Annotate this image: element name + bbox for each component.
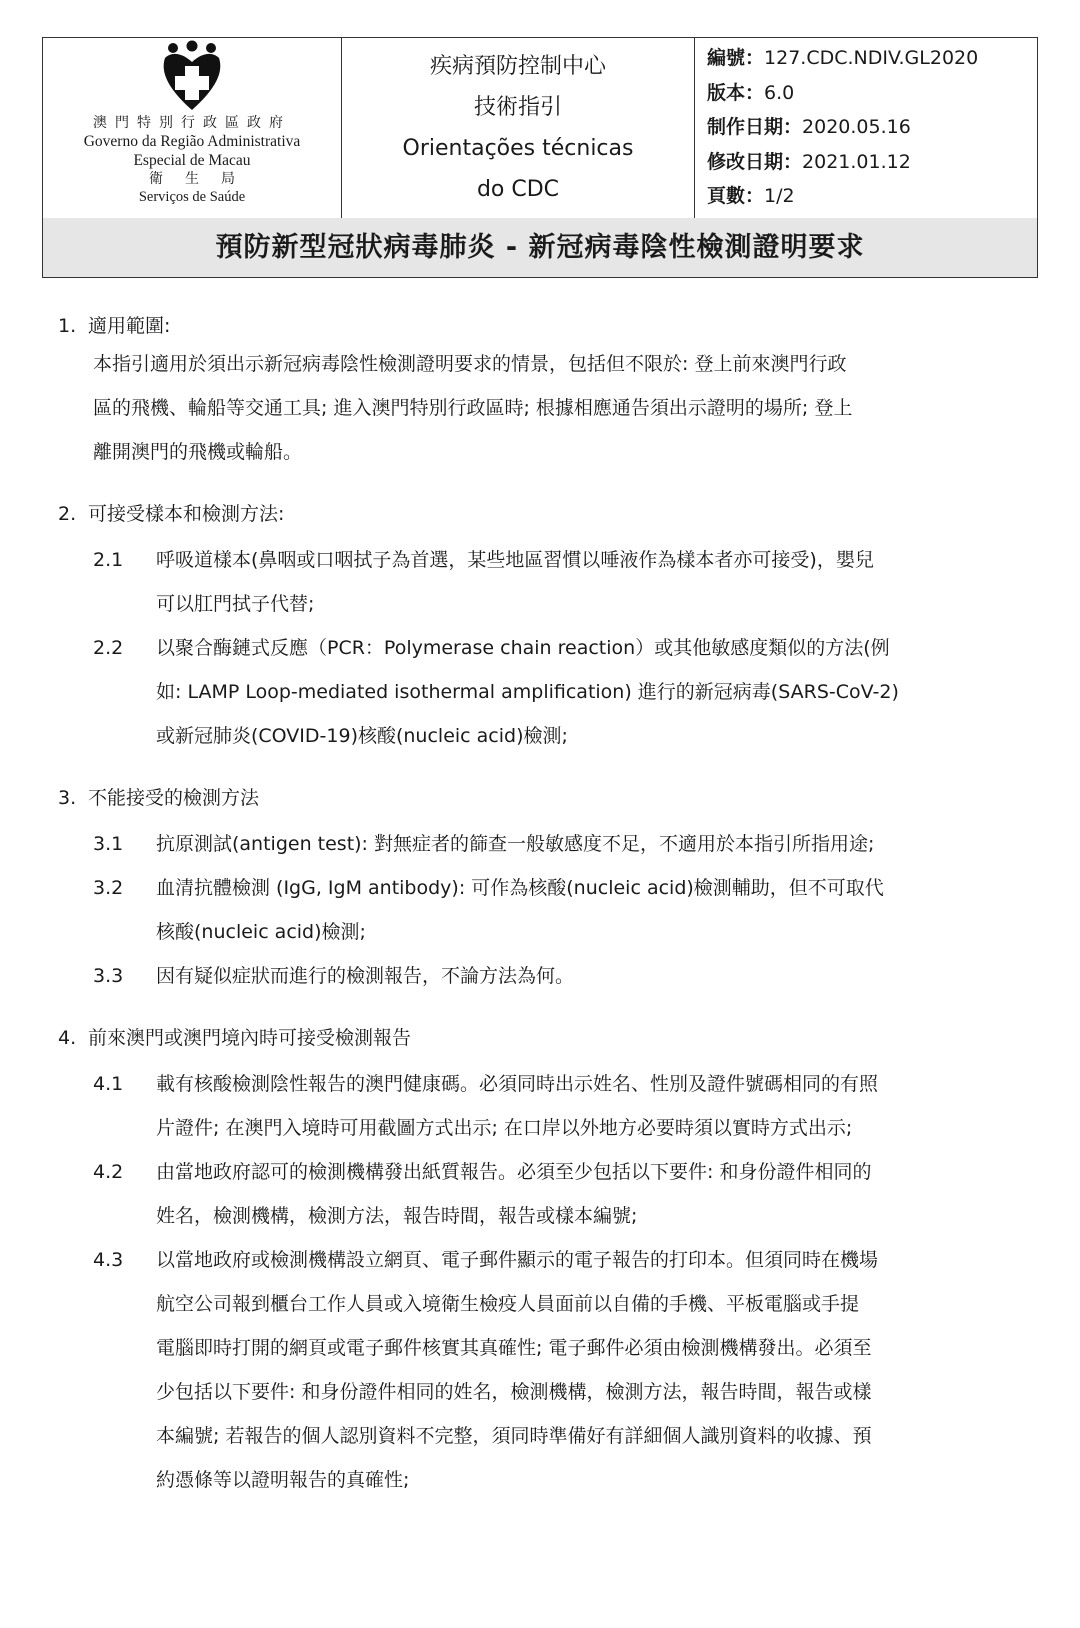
sub-item [93, 822, 993, 866]
guideline-zh: 技術指引 [473, 95, 562, 120]
sub-item-text [156, 954, 986, 998]
meta-row [707, 110, 1037, 145]
sub-item-text [156, 1062, 986, 1150]
document-meta-cell [695, 38, 1037, 218]
meta-label: 修改日期： [707, 150, 803, 173]
sub-item-line: 核酸(nucleic acid)檢測; [156, 921, 366, 943]
sub-item-line: 可以肛門拭子代替; [156, 593, 315, 615]
document-title: 預防新型冠狀病毒肺炎 - 新冠病毒陰性檢測證明要求 [43, 218, 1037, 277]
meta-label: 制作日期： [707, 116, 803, 138]
paragraph-line: 區的飛機、輪船等交通工具; 進入澳門特別行政區時; 根據相應通告須出示證明的場所; 登上 [93, 397, 853, 419]
sub-item-text [156, 538, 986, 626]
meta-value: 1/2 [764, 185, 795, 207]
guideline-pt-line2: do CDC [476, 177, 560, 202]
section-heading [58, 500, 284, 528]
meta-value: 127.CDC.NDIV.GL2020 [764, 47, 979, 69]
section-number: 2. [58, 503, 77, 525]
sub-item-number: 3.3 [93, 965, 124, 987]
sub-item-line: 因有疑似症狀而進行的檢測報告，不論方法為何。 [156, 965, 575, 987]
sub-item-line: 以聚合酶鏈式反應（PCR：Polymerase chain reaction）或其他敏感度類似的方法(例 [156, 637, 890, 659]
org-name-zh: 澳門特別行政區政府 [93, 115, 291, 131]
sub-item-number: 2.1 [93, 549, 124, 571]
meta-row [707, 145, 1037, 180]
meta-label: 版本： [707, 81, 765, 104]
sub-item-line: 航空公司報到櫃台工作人員或入境衛生檢疫人員面前以自備的手機、平板電腦或手提 [156, 1293, 860, 1315]
sub-item-line: 以當地政府或檢測機構設立網頁、電子郵件顯示的電子報告的打印本。但須同時在機場 [156, 1249, 879, 1271]
sub-item [93, 1062, 993, 1150]
sub-item-text [156, 822, 986, 866]
sub-item-line: 片證件; 在澳門入境時可用截圖方式出示; 在口岸以外地方必要時須以實時方式出示; [156, 1117, 853, 1139]
meta-label: 頁數： [707, 185, 765, 207]
sub-item-number: 4.3 [93, 1249, 124, 1271]
section-heading [58, 312, 170, 340]
sub-item-number: 3.1 [93, 833, 124, 855]
sub-item-number: 4.1 [93, 1073, 124, 1095]
sub-item-line: 載有核酸檢測陰性報告的澳門健康碼。必須同時出示姓名、性別及證件號碼相同的有照 [156, 1073, 879, 1095]
meta-value: 6.0 [764, 81, 795, 104]
sub-item-number: 3.2 [93, 877, 124, 899]
sub-item-line: 本編號; 若報告的個人認別資料不完整，須同時準備好有詳細個人識別資料的收據、預 [156, 1425, 872, 1447]
section-number: 3. [58, 787, 77, 809]
service-name-pt: Serviços de Saúde [138, 189, 246, 205]
sub-item-line: 呼吸道樣本(鼻咽或口咽拭子為首選，某些地區習慣以唾液作為樣本者亦可接受)，嬰兒 [156, 549, 874, 571]
sub-item-line: 血清抗體檢測 (IgG, IgM antibody): 可作為核酸(nucleic acid)檢測輔助，但不可取代 [156, 877, 884, 899]
paragraph-line: 離開澳門的飛機或輪船。 [93, 441, 303, 463]
service-name-zh: 衛生局 [149, 171, 257, 187]
org-name-pt-line1: Governo da Região Administrativa [83, 133, 301, 150]
sub-item-line: 或新冠肺炎(COVID-19)核酸(nucleic acid)檢測; [156, 725, 568, 747]
section-number: 4. [58, 1027, 77, 1049]
section-title-text: 適用範圍: [88, 315, 171, 337]
meta-value: 2021.01.12 [802, 150, 911, 173]
meta-row [707, 41, 1037, 76]
section-title-text: 可接受樣本和檢測方法: [88, 503, 285, 525]
paragraph-line: 本指引適用於須出示新冠病毒陰性檢測證明要求的情景，包括但不限於: 登上前來澳門行政 [93, 353, 847, 375]
sub-item-line: 如: LAMP Loop-mediated isothermal amplification) 進行的新冠病毒(SARS-CoV-2) [156, 681, 899, 703]
section-paragraph [93, 342, 983, 474]
section-title-text: 前來澳門或澳門境內時可接受檢測報告 [88, 1027, 412, 1049]
sub-item-line: 約憑條等以證明報告的真確性; [156, 1469, 410, 1491]
sub-item-text [156, 1150, 986, 1238]
section-heading [58, 784, 259, 812]
section-heading [58, 1024, 411, 1052]
sub-item-line: 電腦即時打開的網頁或電子郵件核實其真確性; 電子郵件必須由檢測機構發出。必須至 [156, 1337, 872, 1359]
sub-item-number: 4.2 [93, 1161, 124, 1183]
meta-label: 編號： [707, 47, 765, 69]
sub-item-number: 2.2 [93, 637, 124, 659]
sub-item-line: 抗原測試(antigen test): 對無症者的篩查一般敏感度不足，不適用於本指引所指用途; [156, 833, 875, 855]
meta-row [707, 179, 1037, 214]
guideline-cell [342, 38, 695, 218]
org-name-pt-line2: Especial de Macau [133, 152, 251, 169]
sub-item [93, 1150, 993, 1238]
sub-item [93, 538, 993, 626]
sub-item-line: 姓名，檢測機構，檢測方法，報告時間，報告或樣本編號; [156, 1205, 638, 1227]
header-top-row [43, 38, 1037, 219]
sub-item-text [156, 626, 986, 758]
sub-item [93, 866, 993, 954]
section-number: 1. [58, 315, 77, 337]
guideline-pt-line1: Orientações técnicas [402, 136, 634, 161]
meta-row [707, 76, 1037, 111]
sub-item [93, 626, 993, 758]
sub-item-text [156, 1238, 986, 1502]
document-header [42, 37, 1038, 278]
issuer-cell [43, 38, 342, 218]
meta-value: 2020.05.16 [802, 116, 911, 138]
sub-item [93, 954, 993, 998]
center-name: 疾病預防控制中心 [429, 54, 606, 79]
sub-item [93, 1238, 993, 1502]
sub-item-text [156, 866, 986, 954]
section-title-text: 不能接受的檢測方法 [88, 787, 260, 809]
sub-item-line: 少包括以下要件: 和身份證件相同的姓名，檢測機構，檢測方法，報告時間，報告或樣 [156, 1381, 872, 1403]
health-bureau-logo-icon [159, 40, 225, 112]
sub-item-line: 由當地政府認可的檢測機構發出紙質報告。必須至少包括以下要件: 和身份證件相同的 [156, 1161, 872, 1183]
